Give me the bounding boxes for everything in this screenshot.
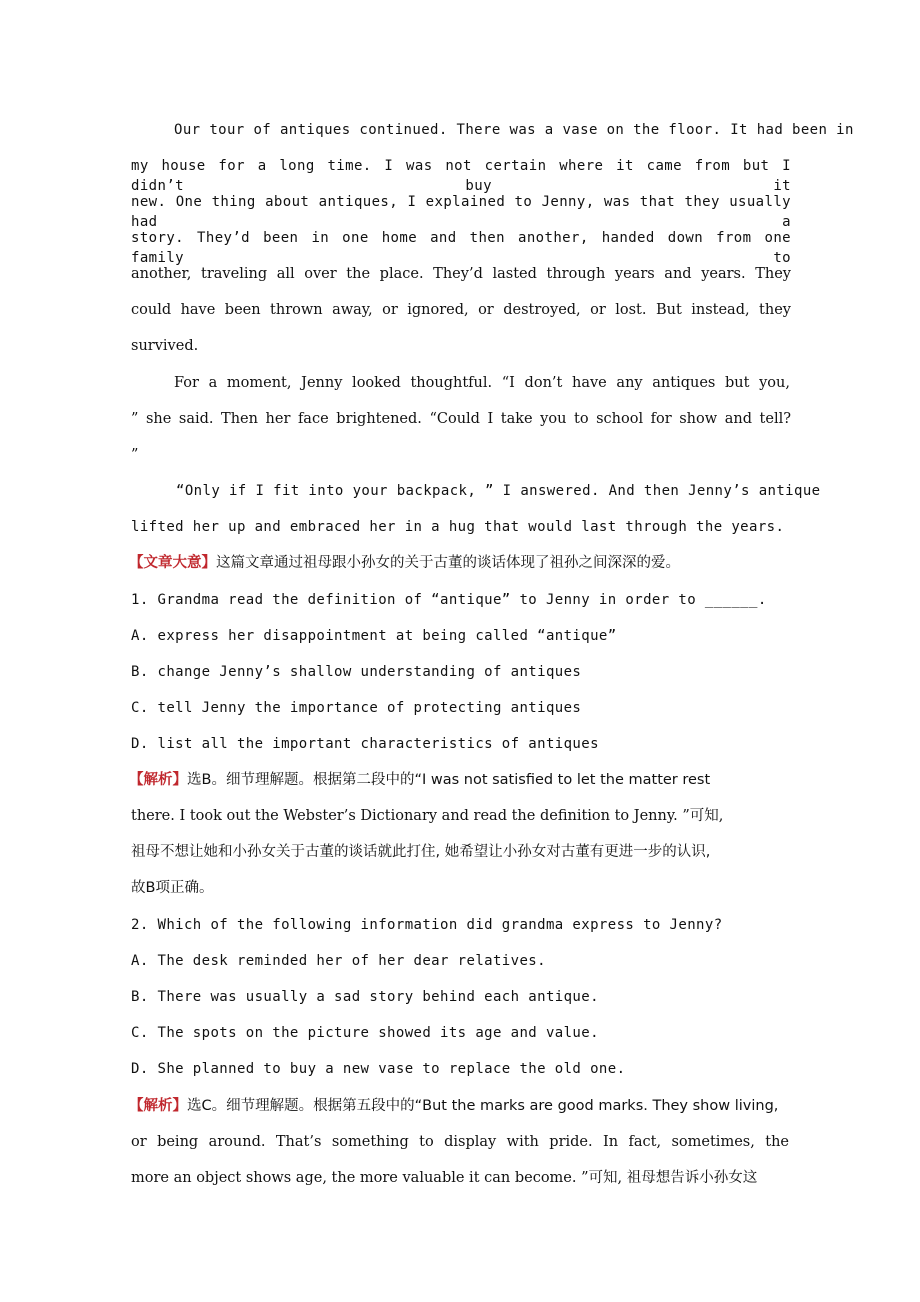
analysis — [129, 770, 811, 790]
passage-line: could have been thrown away, or ignored, or destroyed, or lost. But instead, they — [131, 302, 791, 318]
passage-line: lifted her up and embraced her in a hug that would last through the years. — [131, 519, 785, 535]
passage-line: my house for a long time. I was not certain where it came from but I didn’t buy it — [131, 158, 791, 194]
option-d: D. She planned to buy a new vase to replace the old one. — [131, 1061, 626, 1077]
summary-text: 这篇文章通过祖母跟小孙女的关于古董的谈话体现了祖孙之间深深的爱。 — [216, 555, 680, 571]
analysis-line: more an object shows age, the more valuable it can become. ”可知, 祖母想告诉小孙女这 — [131, 1170, 758, 1186]
passage-line: survived. — [131, 338, 199, 354]
summary-label: 【文章大意】 — [129, 555, 216, 571]
analysis-text: 选B。细节理解题。根据第二段中的“I was not satisfied to let the matter rest — [187, 772, 711, 788]
option-b: B. change Jenny’s shallow understanding of antiques — [131, 664, 582, 680]
passage-line: “Only if I fit into your backpack, ” I answered. And then Jenny’s antique — [176, 483, 821, 499]
analysis-line: or being around. That’s something to display with pride. In fact, sometimes, the — [131, 1134, 789, 1150]
analysis-line: there. I took out the Webster’s Dictionary and read the definition to Jenny. ”可知, — [131, 808, 724, 824]
option-a: A. The desk reminded her of her dear relatives. — [131, 953, 546, 969]
option-d: D. list all the important characteristics of antiques — [131, 736, 599, 752]
passage-line: ” she said. Then her face brightened. “Could I take you to school for show and tell? — [131, 411, 791, 427]
analysis-line: 祖母不想让她和小孙女关于古董的谈话就此打住, 她希望让小孙女对古董有更进一步的认识, — [131, 844, 711, 860]
analysis-text: 选C。细节理解题。根据第五段中的“But the marks are good marks. They show living, — [187, 1098, 779, 1114]
analysis-line: 故B项正确。 — [131, 880, 214, 896]
passage-line: Our tour of antiques continued. There was a vase on the floor. It had been in — [174, 122, 854, 138]
option-c: C. tell Jenny the importance of protecting antiques — [131, 700, 582, 716]
option-b: B. There was usually a sad story behind each antique. — [131, 989, 599, 1005]
passage-line: story. They’d been in one home and then another, handed down from one family to — [131, 230, 791, 266]
passage-line: ” — [131, 447, 139, 463]
passage-line: For a moment, Jenny looked thoughtful. “I don’t have any antiques but you, — [174, 375, 790, 391]
passage-line: another, traveling all over the place. They’d lasted through years and years. They — [131, 266, 791, 282]
option-c: C. The spots on the picture showed its age and value. — [131, 1025, 599, 1041]
analysis — [129, 1096, 819, 1116]
summary — [129, 553, 789, 573]
question-stem: 2. Which of the following information did grandma express to Jenny? — [131, 917, 723, 933]
analysis-label: 【解析】 — [129, 772, 187, 788]
passage-line: new. One thing about antiques, I explained to Jenny, was that they usually had a — [131, 194, 791, 230]
analysis-label: 【解析】 — [129, 1098, 187, 1114]
option-a: A. express her disappointment at being called “antique” — [131, 628, 617, 644]
question-stem: 1. Grandma read the definition of “antique” to Jenny in order to ______. — [131, 592, 767, 608]
